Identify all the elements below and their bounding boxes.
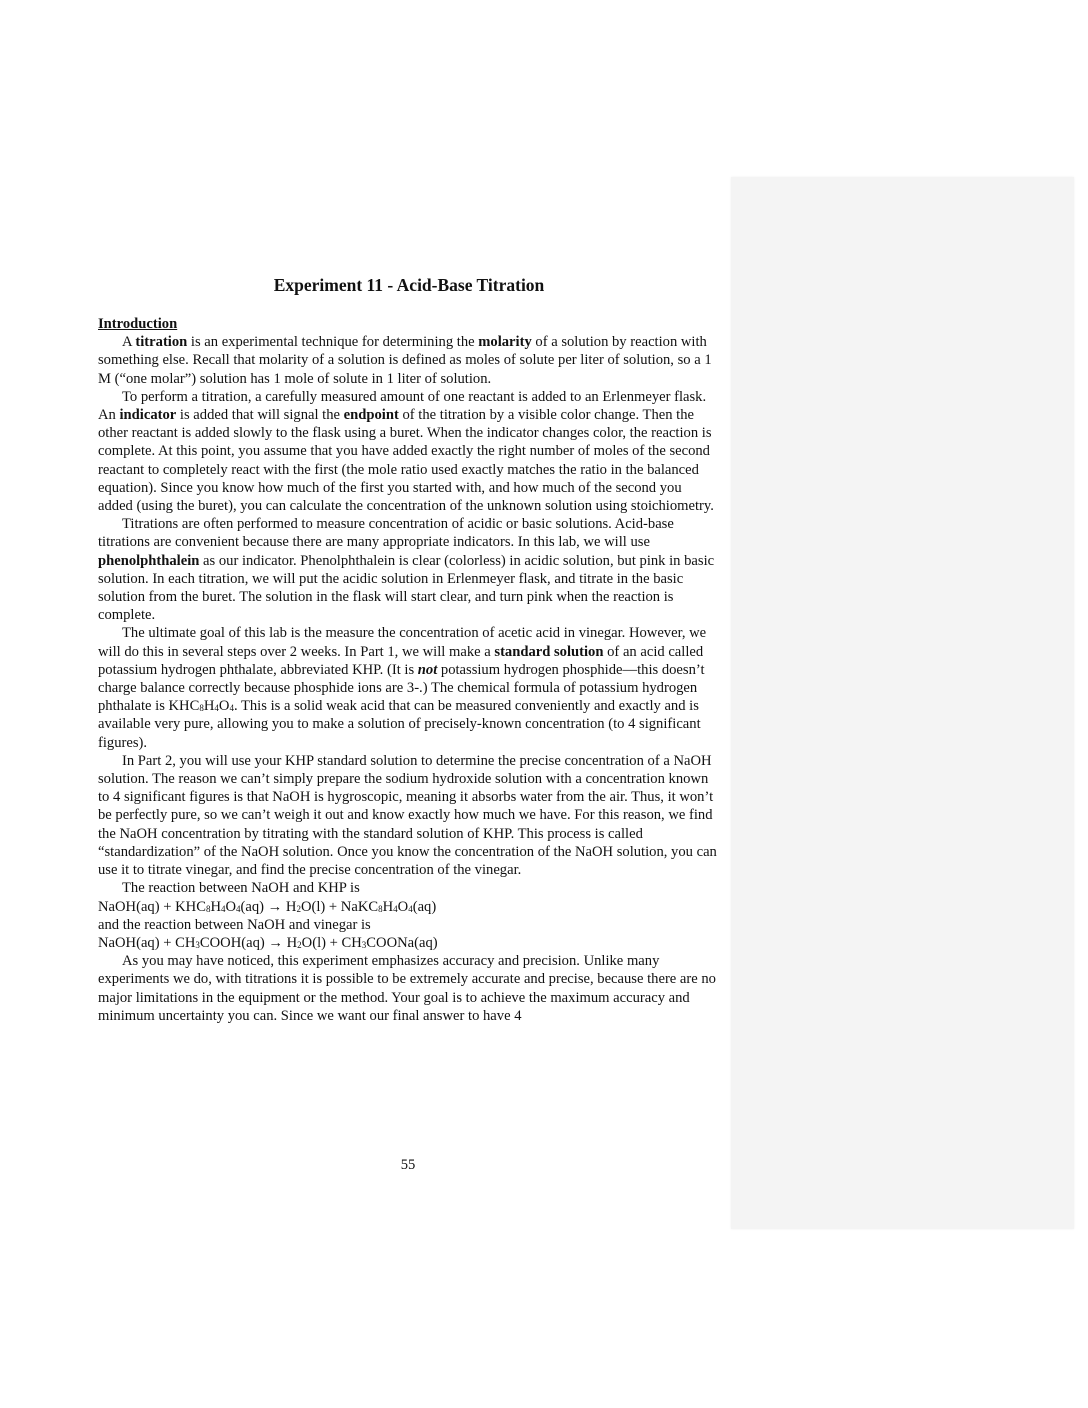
subscript: 2: [297, 939, 302, 950]
subscript: 8: [378, 903, 383, 914]
paragraph: [98, 752, 720, 879]
page-number: 55: [400, 1157, 416, 1173]
text-run: (aq): [412, 898, 437, 915]
bold-term: not: [417, 661, 438, 678]
document-title: Experiment 11 - Acid-Base Titration: [273, 275, 545, 295]
bold-term: titration: [135, 334, 188, 351]
paragraph: [98, 952, 720, 1025]
bold-term: standard solution: [494, 643, 604, 660]
text-run: O(l) + NaKC: [300, 898, 379, 915]
bold-term: indicator: [119, 407, 177, 424]
text-run: is an experimental technique for determining the: [187, 334, 479, 351]
comment-markup-pane: [731, 177, 1074, 1229]
text-run: The ultimate goal of this lab is the measure the concentration of acetic acid in vinegar. However, we will do this in several steps over 2 weeks. In Part 1, we will make a: [98, 625, 707, 660]
text-run: Titrations are often performed to measure concentration of acidic or basic solutions. Acid-base titrations are convenient because there are many appropriate indicators. In this lab, we will use: [98, 516, 674, 551]
bold-term: molarity: [478, 334, 532, 351]
text-run: of an acid called potassium hydrogen phthalate, abbreviated KHP. (It is: [98, 643, 704, 678]
subscript: 4: [236, 903, 241, 914]
text-run: of a solution by reaction with something else. Recall that molarity of a solution is defined as moles of solute per liter of solution, so a 1 M (“one molar”) solution has 1 mole of solute in 1 liter of solution.: [98, 334, 712, 387]
text-run: To perform a titration, a carefully measured amount of one reactant is added to an Erlenmeyer flask. An: [98, 388, 707, 424]
text-run: The reaction between NaOH and KHP is: [122, 880, 360, 897]
bold-term: endpoint: [343, 407, 399, 424]
text-run: O: [218, 698, 230, 715]
text-run: As you may have noticed, this experiment emphasizes accuracy and precision. Unlike many experiments we do, with titrations it is possible to be extremely accurate and precise, because there are no major limitations in the equipment or the method. Your goal is to achieve the maximum accuracy and minimum uncertainty you can. Since we want our final answer to have 4: [98, 953, 716, 1024]
paragraph: [98, 388, 720, 515]
text-run: H: [203, 698, 215, 715]
subscript: 3: [361, 939, 367, 950]
text-run: A: [122, 334, 136, 351]
text-run: is added that will signal the: [176, 407, 344, 424]
text-between-equations: and the reaction between NaOH and vinegar is: [98, 916, 371, 933]
text-run: NaOH(aq) + KHC: [98, 898, 206, 915]
paragraph: [98, 879, 720, 897]
text-run: O(l) + CH: [301, 934, 362, 951]
subscript: 3: [195, 939, 200, 950]
text-run: potassium hydrogen phosphide—this doesn’t charge balance correctly because phosphide ions are 3-.) The chemical formula of potassium hydrogen phthalate is KHC: [98, 661, 705, 715]
text-run: . This is a solid weak acid that can be measured conveniently and exactly and is available very pure, allowing you to make a solution of precisely-known concentration (to 4 significant figures).: [98, 698, 701, 751]
subscript: 4: [408, 903, 413, 914]
text-run: O: [225, 898, 237, 915]
text-run: (aq) → H: [240, 898, 297, 915]
subscript: 8: [205, 903, 211, 914]
paragraph: [98, 333, 720, 388]
subscript: 4: [220, 903, 226, 914]
text-run: NaOH(aq) + CH: [98, 934, 196, 951]
bold-term: phenolphthalein: [98, 552, 200, 569]
section-heading-introduction: Introduction: [98, 316, 178, 332]
text-run: In Part 2, you will use your KHP standard solution to determine the precise concentration of a NaOH solution. The reason we can’t simply prepare the sodium hydroxide solution with a concentration known to 4 significant figures is that NaOH is hygroscopic, meaning it absorbs water from the air. Thus, it won’t be perfectly pure, so we can’t weigh it out and know exactly how much we have. For this reason, we find the NaOH concentration by titrating with the standard solution of KHP. This process is called “standardization” of the NaOH solution. Once you know the concentration of the NaOH solution, you can use it to titrate vinegar, and find the precise concentration of the vinegar.: [98, 752, 717, 879]
document-body: [98, 274, 720, 1025]
paragraph: [98, 515, 720, 624]
subscript: 4: [393, 903, 398, 914]
subscript: 4: [214, 703, 219, 714]
text-run: of the titration by a visible color change. Then the other reactant is added slowly to the flask using a buret. When the indicator changes color, the reaction is complete. At this point, you assume that you have added exactly the right number of moles of the second reactant to completely react with the first (the mole ratio used exactly matches the ratio in the balanced equation). Since you know how much of the first you started with, and how much of the second you added (using the buret), you can calculate the concentration of the unknown solution using stoichiometry.: [98, 407, 714, 515]
equation-naoh-khp: [98, 898, 720, 916]
subscript: 2: [296, 903, 301, 914]
paragraph: [98, 624, 720, 751]
text-run: H: [382, 898, 394, 915]
subscript: 8: [199, 703, 204, 714]
text-run: O: [397, 898, 409, 915]
equation-naoh-vinegar: [98, 934, 720, 952]
text-run: as our indicator. Phenolphthalein is clear (colorless) in acidic solution, but pink in basic solution. In each titration, we will put the acidic solution in Erlenmeyer flask, and titrate in the basic solution from the buret. The solution in the flask will start clear, and turn pink when the reaction is complete.: [98, 552, 715, 624]
text-run: COOH(aq) → H: [199, 934, 298, 951]
text-run: H: [210, 898, 221, 915]
subscript: 4: [229, 703, 234, 714]
text-run: COONa(aq): [366, 934, 438, 951]
